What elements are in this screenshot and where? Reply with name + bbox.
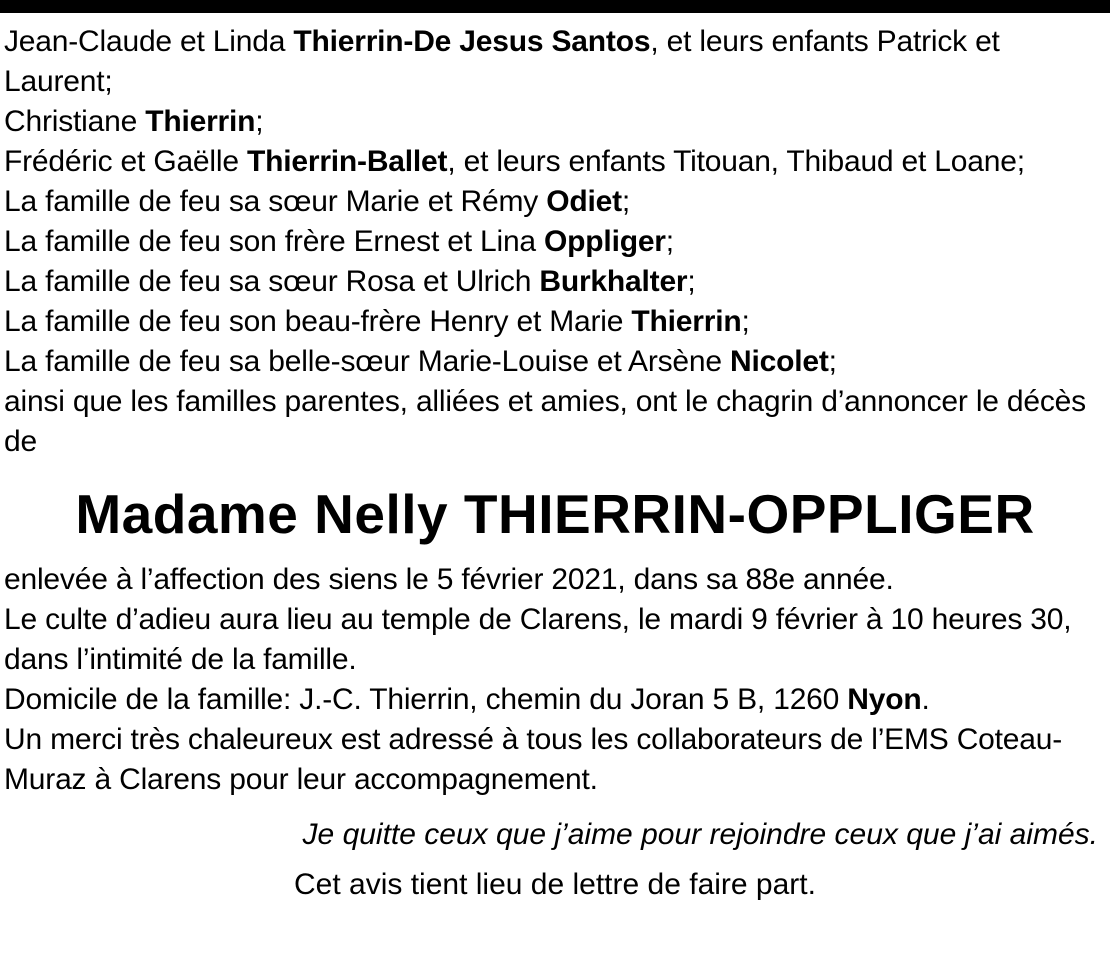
notice-line (4, 720, 1106, 800)
line-text: , et leurs enfants Patrick et Laurent; (4, 25, 1000, 98)
notice-line (4, 302, 1106, 342)
notice-line (4, 342, 1106, 382)
notice-line (4, 560, 1106, 600)
line-text: La famille de feu sa sœur Marie et Rémy (4, 185, 547, 218)
line-text: ; (828, 345, 837, 378)
notice-line (4, 102, 1106, 142)
emphasised-name: Thierrin-De Jesus Santos (293, 25, 651, 58)
line-text: , et leurs enfants Titouan, Thibaud et Loane; (447, 145, 1025, 178)
line-text: ; (255, 105, 264, 138)
line-text: Domicile de la famille: J.-C. Thierrin, chemin du Joran 5 B, 1260 (4, 683, 848, 716)
line-text: Jean-Claude et Linda (4, 25, 294, 58)
line-text: Un merci très chaleureux est adressé à tous les collaborateurs de l’EMS Coteau-Muraz à Clarens pour leur accompagnement. (4, 723, 1063, 796)
line-text: ; (687, 265, 696, 298)
notice-line (4, 142, 1106, 182)
line-text: ; (621, 185, 631, 218)
notice-line (4, 382, 1106, 462)
notice-line (4, 262, 1106, 302)
emphasised-name: Thierrin (145, 105, 256, 138)
emphasised-name: Oppliger (544, 225, 666, 258)
notice-line (4, 600, 1106, 680)
emphasised-name: Thierrin (631, 305, 742, 338)
emphasised-name: Thierrin-Ballet (246, 145, 448, 178)
emphasised-name: Nyon (847, 683, 922, 716)
notice-line (4, 680, 1106, 720)
closing-statement: Cet avis tient lieu de lettre de faire part. (294, 868, 816, 901)
notice-line (4, 222, 1106, 262)
emphasised-name: Nicolet (730, 345, 829, 378)
details-block (4, 560, 1106, 800)
emphasised-name: Burkhalter (539, 265, 688, 298)
notice-line (4, 22, 1106, 102)
line-text: La famille de feu sa belle-sœur Marie-Louise et Arsène (4, 345, 731, 378)
line-text: Le culte d’adieu aura lieu au temple de Clarens, le mardi 9 février à 10 heures 30, dans l’intimité de la famille. (4, 603, 1072, 676)
line-text: ; (741, 305, 750, 338)
line-text: ; (665, 225, 674, 258)
line-text: enlevée à l’affection des siens le 5 février 2021, dans sa 88e année. (4, 563, 894, 596)
survivors-block (4, 22, 1106, 462)
line-text: . (921, 683, 930, 716)
line-text: ainsi que les familles parentes, alliées et amies, ont le chagrin d’annoncer le décès de (4, 385, 1086, 458)
deceased-name: Madame Nelly THIERRIN-OPPLIGER (75, 483, 1035, 545)
line-text: La famille de feu son beau-frère Henry et Marie (4, 305, 632, 338)
top-divider (0, 0, 1110, 13)
line-text: La famille de feu son frère Ernest et Lina (4, 225, 545, 258)
notice-line (4, 182, 1106, 222)
emphasised-name: Odiet (546, 185, 622, 218)
line-text: La famille de feu sa sœur Rosa et Ulrich (4, 265, 540, 298)
notice-body (0, 22, 1110, 906)
epitaph-quote: Je quitte ceux que j’aime pour rejoindre ceux que j’ai aimés. (302, 818, 1098, 851)
line-text: Christiane (4, 105, 146, 138)
line-text: Frédéric et Gaëlle (4, 145, 247, 178)
